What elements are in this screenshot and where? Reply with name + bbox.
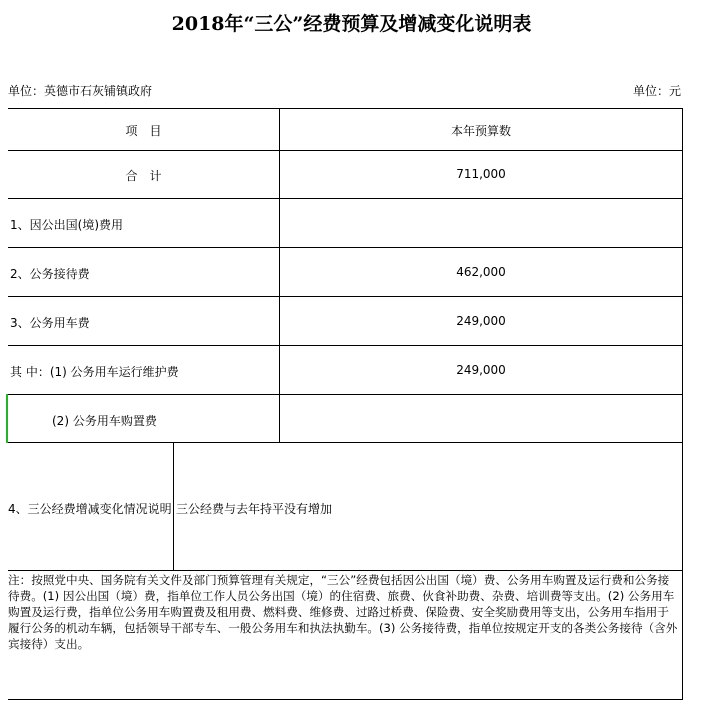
row-divider [8, 198, 683, 199]
selected-cell-marker [6, 394, 8, 443]
row-divider [8, 394, 683, 395]
row-label-vehicle: 3、公务用车费 [10, 316, 90, 330]
row-divider [8, 296, 683, 297]
explain-text: 三公经费与去年持平没有增加 [176, 502, 333, 516]
row-label-overseas: 1、因公出国(境)费用 [10, 218, 123, 232]
table-border-bottom [8, 699, 683, 700]
currency-unit-label: 单位：元 [632, 84, 681, 98]
row-divider [8, 570, 683, 571]
table-border-right [682, 108, 683, 700]
header-budget: 本年预算数 [450, 124, 511, 138]
row-label-vehicle-purchase: (2) 公务用车购置费 [52, 414, 157, 428]
footnote: 注：按照党中央、国务院有关文件及部门预算管理有关规定，“三公”经费包括因公出国（境）费、公务用车购置及运行费和公务接待费。(1) 因公出国（境）费，指单位工作人员公务出国（境）的住宿费、旅费、伙食补助费、杂费、培训费等支出。(2) 公务用车购置及运行费，指单位公务用车购置费及租用费、燃料费、维修费、过路过桥费、保险费、安全奖励费用等支出，公务用车指用于履行公务的机动车辆，包括领导干部专车、一般公务用车和执法执勤车。(3) 公务接待费，指单位按规定开支的各类公务接待（含外宾接待）支出。 [8, 573, 678, 651]
header-item: 项 目 [125, 124, 162, 138]
row-value-vehicle-operation: 249,000 [456, 363, 506, 377]
row-value-reception: 462,000 [456, 265, 506, 279]
row-value-total: 711,000 [456, 167, 506, 181]
row-value-vehicle: 249,000 [456, 314, 506, 328]
unit-label: 单位：英德市石灰铺镇政府 [8, 84, 153, 98]
row-label-total: 合 计 [125, 169, 162, 183]
page-title: 2018年“三公”经费预算及增减变化说明表 [171, 13, 532, 35]
row-label-vehicle-operation: 其 中：(1) 公务用车运行维护费 [10, 365, 179, 379]
column-divider [173, 442, 174, 570]
row-divider [8, 345, 683, 346]
row-label-reception: 2、公务接待费 [10, 267, 90, 281]
row-divider [8, 247, 683, 248]
table-border-top [8, 108, 683, 109]
row-divider [8, 442, 683, 443]
explain-label: 4、三公经费增减变化情况说明 [8, 502, 172, 516]
row-divider [8, 150, 683, 151]
